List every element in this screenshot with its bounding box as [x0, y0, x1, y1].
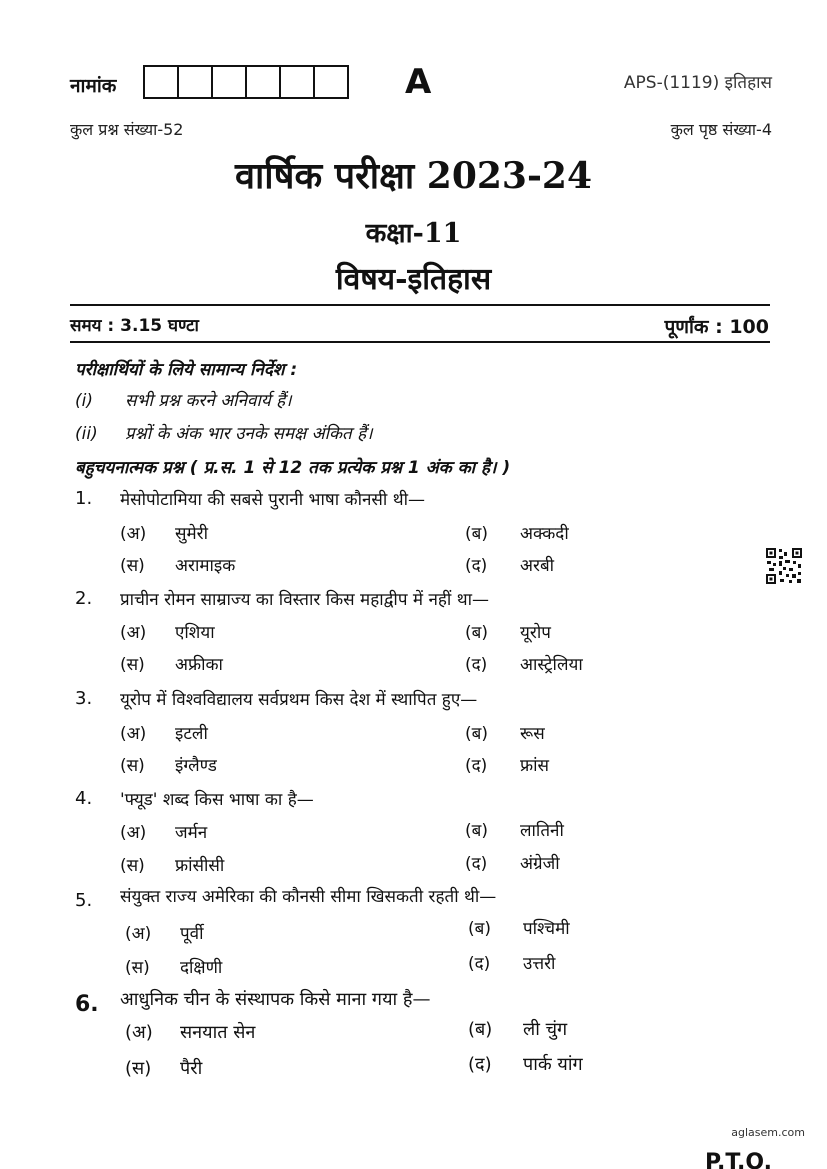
- divider-bottom: [70, 341, 770, 343]
- option-label: (अ): [120, 524, 147, 544]
- option-label: (द): [468, 954, 491, 974]
- instruction-item: [75, 388, 292, 411]
- question-number: 3.: [75, 688, 93, 709]
- option-text: सनयात सेन: [180, 1022, 256, 1043]
- question-text: प्राचीन रोमन साम्राज्य का विस्तार किस महाद्वीप में नहीं था—: [120, 590, 489, 610]
- question-text: संयुक्त राज्य अमेरिका की कौनसी सीमा खिसकती रहती थी—: [120, 887, 497, 907]
- option-label: (द): [465, 756, 488, 776]
- option-text: उत्तरी: [523, 954, 556, 974]
- option-label: (अ): [125, 1022, 153, 1043]
- option: [125, 1020, 255, 1044]
- instruction-number: (i): [75, 391, 93, 411]
- option-label: (द): [465, 854, 488, 874]
- roll-box: [245, 65, 281, 99]
- option-label: (अ): [125, 924, 152, 944]
- option-label: (अ): [120, 823, 147, 843]
- option: [125, 921, 204, 944]
- option: [468, 1052, 583, 1076]
- question-number: 6.: [75, 992, 99, 1017]
- option: [120, 620, 215, 643]
- instruction-text: प्रश्नों के अंक भार उनके समक्ष अंकित हैं।: [125, 424, 373, 444]
- option: [120, 553, 235, 576]
- divider-top: [70, 304, 770, 306]
- option-text: फ्रांसीसी: [175, 856, 225, 876]
- question-number: 2.: [75, 588, 93, 609]
- option-text: अंग्रेजी: [520, 854, 560, 874]
- option: [465, 721, 545, 744]
- option-text: पश्चिमी: [523, 919, 570, 939]
- option-label: (स): [120, 655, 145, 675]
- qr-code-icon: [765, 547, 803, 585]
- paper-code: APS-(1119) इतिहास: [623, 73, 772, 93]
- option-text: अरामाइक: [175, 556, 236, 576]
- option: [120, 853, 224, 876]
- question-text: यूरोप में विश्वविद्यालय सर्वप्रथम किस देश में स्थापित हुए—: [120, 690, 478, 710]
- option: [465, 521, 569, 544]
- option: [468, 1017, 567, 1041]
- exam-title: वार्षिक परीक्षा 2023-24: [234, 155, 593, 197]
- option-text: दक्षिणी: [180, 958, 223, 978]
- instruction-number: (ii): [75, 424, 98, 444]
- option: [120, 820, 207, 843]
- max-marks: पूर्णांक : 100: [664, 316, 769, 338]
- question-text: आधुनिक चीन के संस्थापक किसे माना गया है—: [120, 989, 431, 1010]
- option-label: (अ): [120, 724, 147, 744]
- option-label: (स): [120, 556, 145, 576]
- option-text: सुमेरी: [175, 524, 209, 544]
- option-text: आस्ट्रेलिया: [520, 655, 583, 675]
- option: [465, 753, 549, 776]
- option-text: जर्मन: [175, 823, 208, 843]
- instruction-text: सभी प्रश्न करने अनिवार्य हैं।: [125, 391, 292, 411]
- option-text: पूर्वी: [180, 924, 204, 944]
- option-text: लातिनी: [520, 821, 564, 841]
- option: [120, 721, 208, 744]
- option-label: (स): [120, 856, 145, 876]
- roll-box: [313, 65, 349, 99]
- option-label: (स): [120, 756, 145, 776]
- class-label: कक्षा-11: [365, 218, 462, 249]
- option: [125, 1056, 202, 1080]
- option: [465, 818, 564, 841]
- question-text: मेसोपोटामिया की सबसे पुरानी भाषा कौनसी थी—: [120, 490, 425, 510]
- option: [120, 521, 208, 544]
- option-text: अफ्रीका: [175, 655, 223, 675]
- option-text: यूरोप: [520, 623, 551, 643]
- option-label: (द): [465, 556, 488, 576]
- option-text: फ्रांस: [520, 756, 550, 776]
- option-text: रूस: [520, 724, 545, 744]
- option: [468, 951, 555, 974]
- option-label: (अ): [120, 623, 147, 643]
- roll-box: [177, 65, 213, 99]
- option-label: (स): [125, 1058, 152, 1079]
- roll-number-boxes: [143, 65, 347, 99]
- option-text: इटली: [175, 724, 208, 744]
- watermark: aglasem.com: [731, 1126, 805, 1139]
- option-label: (ब): [465, 524, 488, 544]
- question-number: 5.: [75, 890, 93, 911]
- option: [465, 553, 554, 576]
- option-label: (ब): [468, 919, 491, 939]
- total-questions: कुल प्रश्न संख्या-52: [70, 120, 184, 139]
- option-label: (द): [465, 655, 488, 675]
- option-label: (ब): [465, 724, 488, 744]
- roll-box: [143, 65, 179, 99]
- option-text: अरबी: [520, 556, 555, 576]
- option-label: (द): [468, 1054, 492, 1075]
- option-text: अक्कदी: [520, 524, 569, 544]
- question-number: 1.: [75, 488, 93, 509]
- option-text: इंग्लैण्ड: [175, 756, 217, 776]
- option-label: (ब): [465, 623, 488, 643]
- option: [465, 652, 583, 675]
- option-text: ली चुंग: [523, 1019, 568, 1040]
- roll-box: [279, 65, 315, 99]
- option: [465, 851, 560, 874]
- option: [465, 620, 551, 643]
- instructions-heading: परीक्षार्थियों के लिये सामान्य निर्देश :: [75, 360, 298, 380]
- option: [120, 652, 223, 675]
- pto-label: P.T.O.: [704, 1150, 772, 1169]
- option: [468, 916, 570, 939]
- option: [120, 753, 217, 776]
- option-text: पार्क यांग: [523, 1054, 583, 1075]
- roll-number-label: नामांक: [70, 75, 117, 97]
- option: [125, 955, 222, 978]
- roll-box: [211, 65, 247, 99]
- option-label: (ब): [465, 821, 488, 841]
- question-number: 4.: [75, 788, 93, 809]
- section-heading: बहुचयनात्मक प्रश्न ( प्र.स. 1 से 12 तक प्रत्येक प्रश्न 1 अंक का है। ): [75, 458, 511, 478]
- instruction-item: [75, 421, 373, 444]
- option-label: (स): [125, 958, 150, 978]
- option-label: (ब): [468, 1019, 493, 1040]
- total-pages: कुल पृष्ठ संख्या-4: [670, 120, 772, 139]
- subject-label: विषय-इतिहास: [335, 262, 492, 297]
- option-text: पैरी: [180, 1058, 203, 1079]
- time-allowed: समय : 3.15 घण्टा: [70, 316, 199, 336]
- option-text: एशिया: [175, 623, 215, 643]
- question-text: 'फ्यूड' शब्द किस भाषा का है—: [120, 790, 314, 810]
- set-code: A: [405, 62, 432, 102]
